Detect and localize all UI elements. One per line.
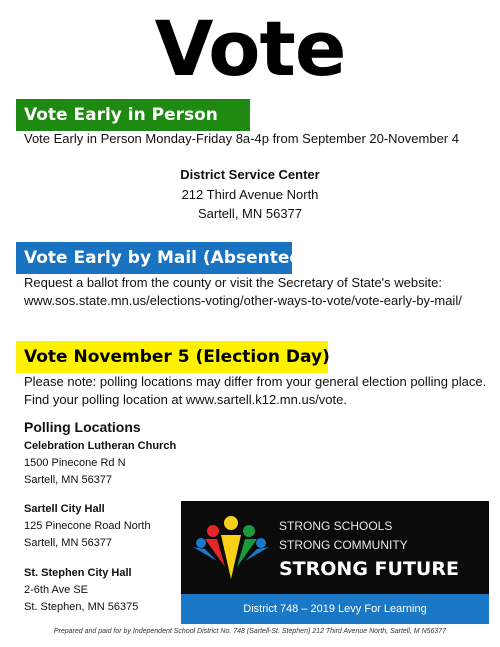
polling-location-street: 2-6th Ave SE <box>24 584 89 596</box>
polling-location <box>24 565 138 616</box>
polling-location-city: St. Stephen, MN 56375 <box>24 601 139 613</box>
election-day-note: Please note: polling locations may differ from your general election polling place. <box>24 374 487 389</box>
logo-strip: District 748 – 2019 Levy For Learning <box>181 594 489 624</box>
polling-location-street: 1500 Pinecone Rd N <box>24 457 126 469</box>
polling-location <box>24 501 151 552</box>
page-title: Vote <box>154 4 346 93</box>
election-day-lookup: Find your polling location at www.sartell.k12.mn.us/vote. <box>24 392 347 407</box>
polling-location-street: 125 Pinecone Road North <box>24 520 151 532</box>
logo-line-schools: STRONG SCHOOLS <box>279 519 393 533</box>
polling-location-name: St. Stephen City Hall <box>24 567 132 579</box>
levy-logo <box>181 501 489 624</box>
footer-disclaimer: Prepared and paid for by Independent School District No. 748 (Sartell-St. Stephen) 212 Third Avenue North, Sartell, M N56377 <box>53 628 447 635</box>
mail-instructions: Request a ballot from the county or visit the Secretary of State's website: <box>24 275 442 290</box>
polling-location-name: Sartell City Hall <box>24 503 105 515</box>
early-in-person-description: Vote Early in Person Monday-Friday 8a-4p from September 20-November 4 <box>24 131 459 146</box>
logo-line-future: STRONG FUTURE <box>279 558 459 580</box>
people-logo-icon <box>191 509 271 589</box>
logo-line-community: STRONG COMMUNITY <box>279 538 408 552</box>
service-center-address-2: Sartell, MN 56377 <box>197 206 303 221</box>
polling-location-name: Celebration Lutheran Church <box>24 440 177 452</box>
polling-location-city: Sartell, MN 56377 <box>24 537 113 549</box>
polling-location <box>24 438 176 489</box>
mail-website-link[interactable]: www.sos.state.mn.us/elections-voting/other-ways-to-vote/vote-early-by-mail/ <box>24 293 462 308</box>
section-banner-election-day: Vote November 5 (Election Day) <box>16 341 328 373</box>
service-center-name: District Service Center <box>180 167 320 182</box>
section-banner-early-by-mail: Vote Early by Mail (Absentee) <box>16 242 292 274</box>
section-banner-early-in-person: Vote Early in Person <box>16 99 250 131</box>
polling-location-city: Sartell, MN 56377 <box>24 474 113 486</box>
polling-locations-heading: Polling Locations <box>24 419 141 435</box>
service-center-address-1: 212 Third Avenue North <box>181 187 319 202</box>
